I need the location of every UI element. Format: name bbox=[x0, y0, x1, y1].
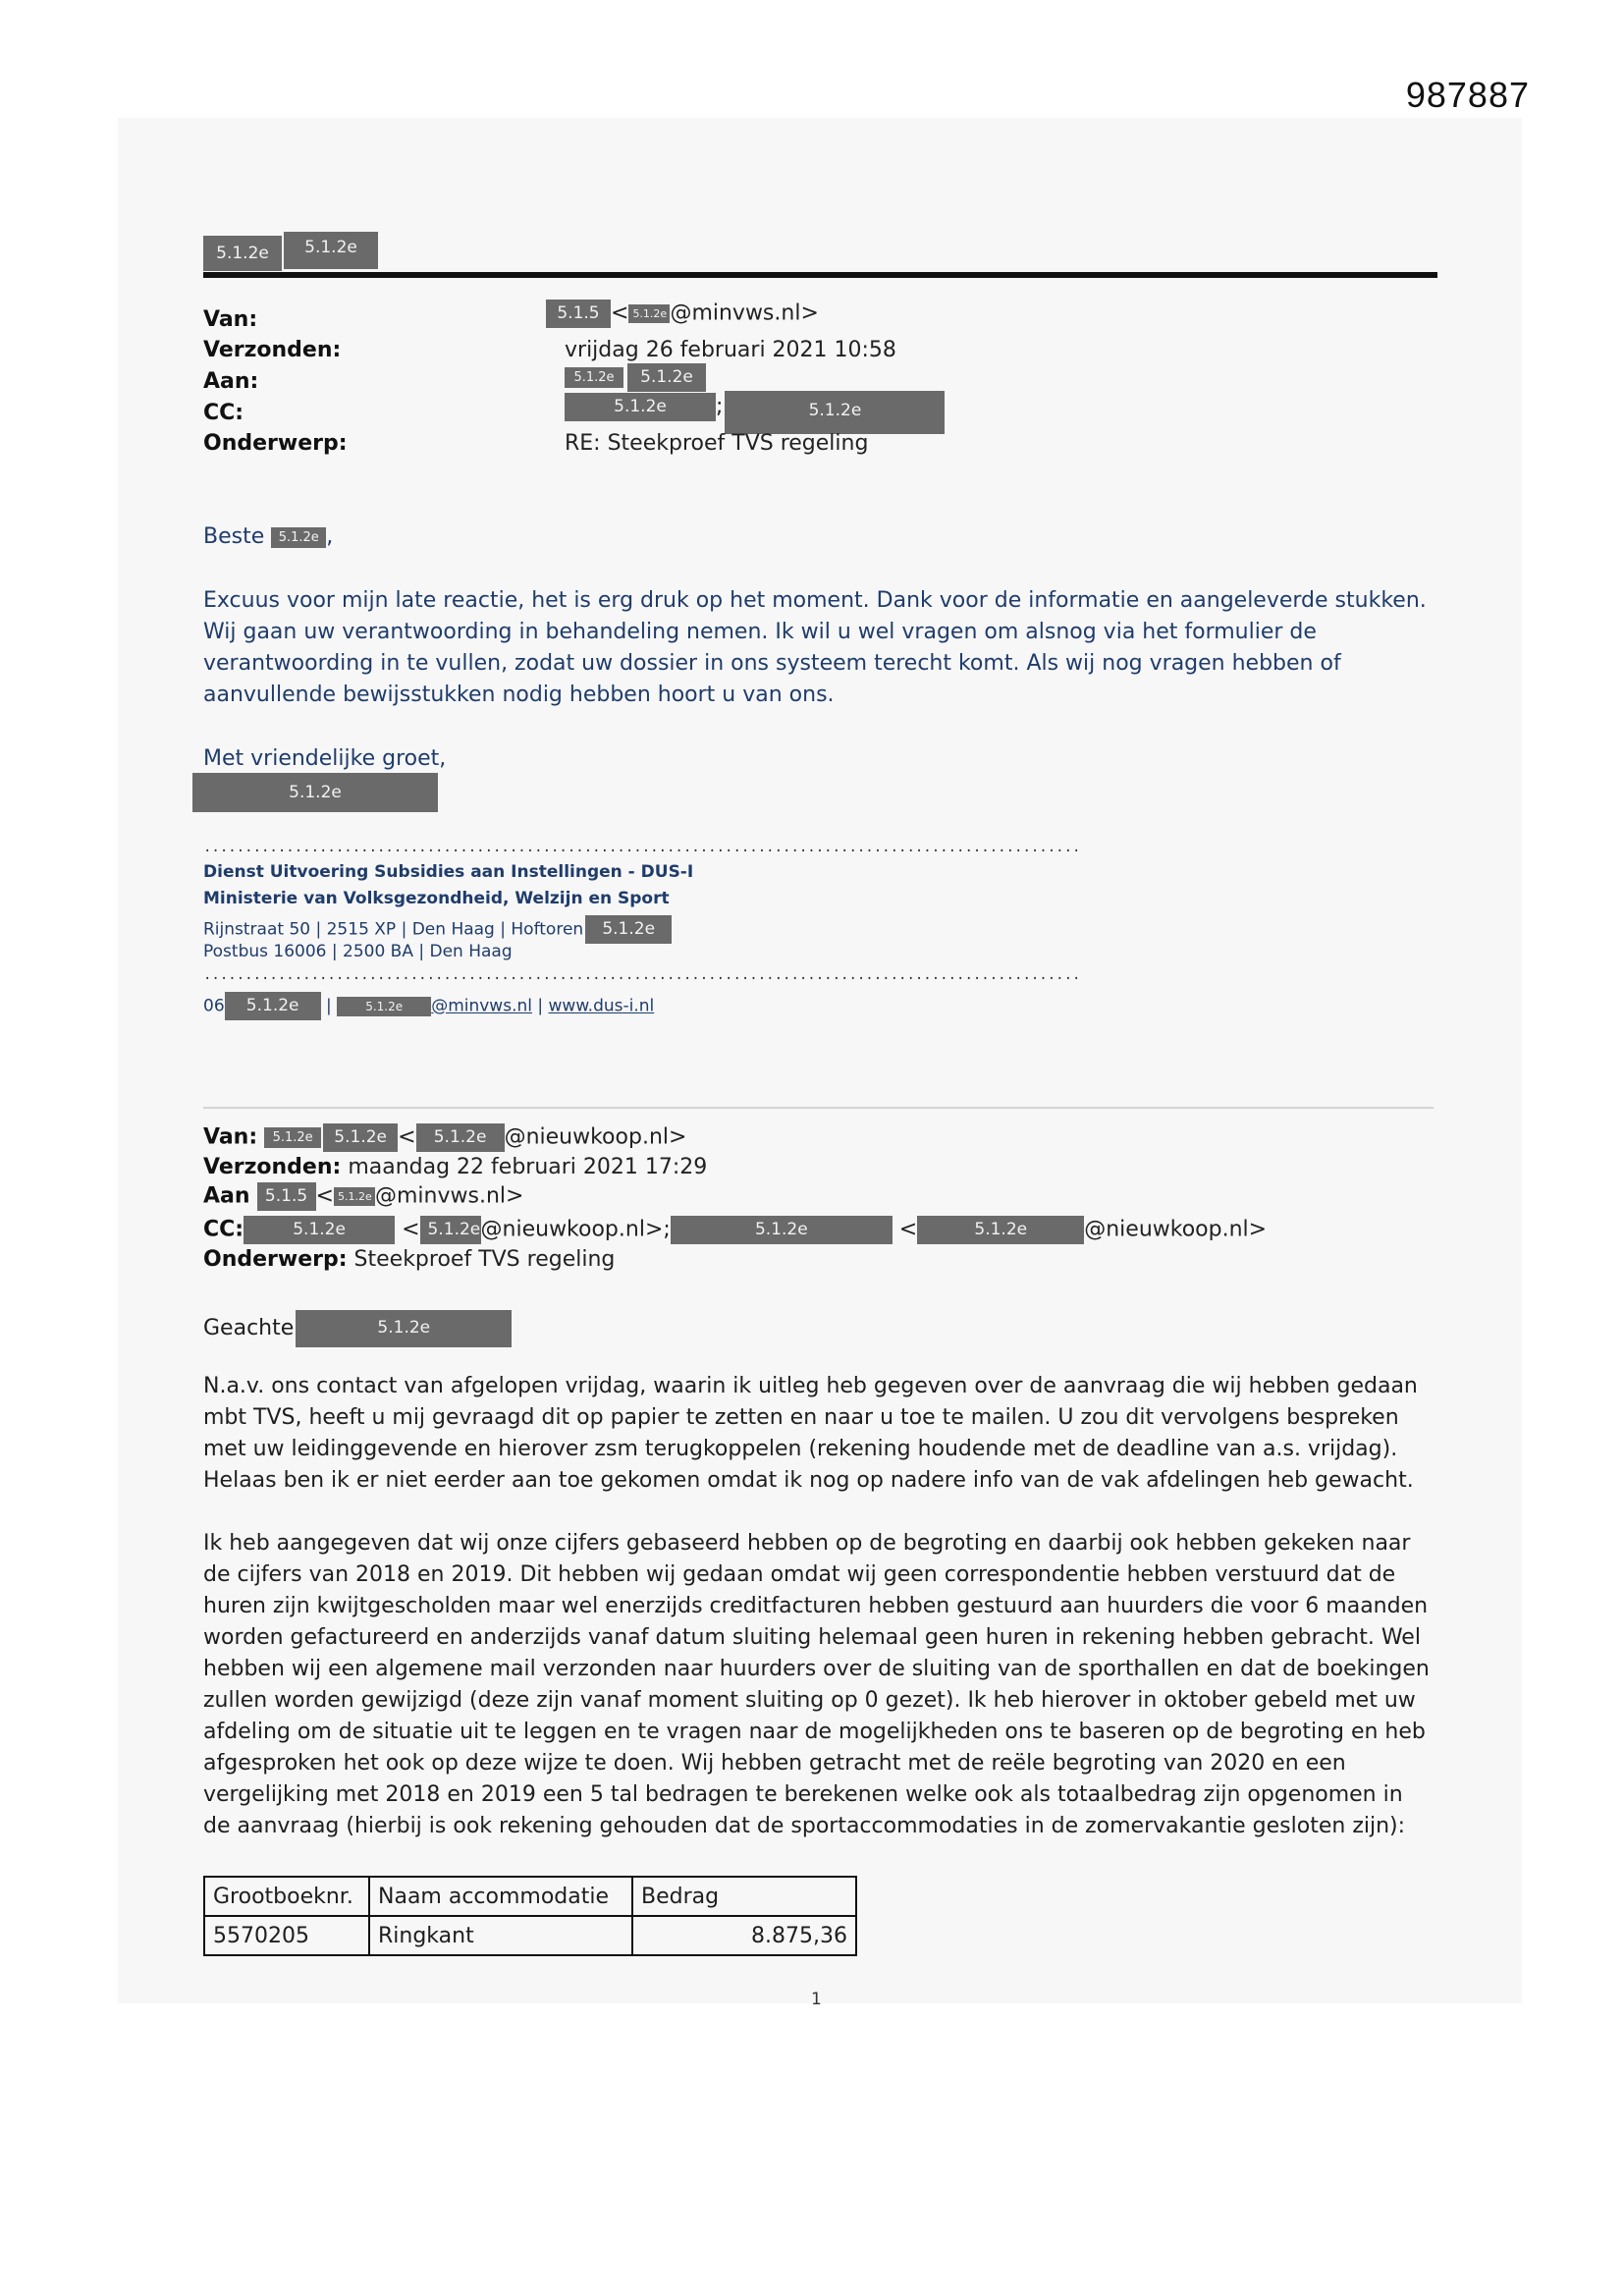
redaction-box: 5.1.5 bbox=[257, 1182, 316, 1211]
redaction-box: 5.1.2e bbox=[271, 527, 326, 548]
from-email-domain: @nieuwkoop.nl> bbox=[504, 1124, 687, 1150]
from-email-domain: @minvws.nl> bbox=[670, 301, 819, 326]
table-row bbox=[204, 1916, 856, 1955]
email-separator bbox=[203, 1107, 1434, 1109]
sent-value: vrijdag 26 februari 2021 10:58 bbox=[565, 338, 896, 362]
table-header-cell: Naam accommodatie bbox=[369, 1877, 632, 1916]
cc-value: 5.1.2e ; 5.1.2e bbox=[565, 393, 945, 434]
table-header-cell: Grootboeknr. bbox=[204, 1877, 369, 1916]
redaction-box: 5.1.2e bbox=[296, 1310, 512, 1347]
page-number: 1 bbox=[811, 1990, 822, 2009]
redaction-box: 5.1.2e bbox=[627, 363, 706, 392]
redaction-box: 5.1.2e bbox=[585, 915, 672, 944]
redaction-box: 5.1.2e bbox=[192, 773, 438, 812]
subject-value: RE: Steekproef TVS regeling bbox=[565, 431, 869, 456]
ledger-table bbox=[203, 1876, 857, 1956]
signature-email-link[interactable]: @minvws.nl bbox=[431, 996, 532, 1016]
signature-address: Rijnstraat 50 | 2515 XP | Den Haag | Hoftoren 5.1.2e bbox=[203, 915, 672, 944]
redaction-box: 5.1.2e bbox=[420, 1216, 481, 1244]
original-to-line: Aan 5.1.5 < 5.1.2e @minvws.nl> bbox=[203, 1182, 523, 1211]
redaction-box: 5.1.2e bbox=[628, 304, 670, 323]
original-greeting: Geachte 5.1.2e bbox=[203, 1310, 512, 1347]
redaction-box: 5.1.2e bbox=[917, 1216, 1084, 1244]
greeting: Beste 5.1.2e , bbox=[203, 524, 334, 549]
signature-organization: Dienst Uitvoering Subsidies aan Instellingen - DUS-I bbox=[203, 862, 694, 882]
redaction-box: 5.1.2e bbox=[225, 992, 321, 1020]
signature-contact: 06 5.1.2e | 5.1.2e @minvws.nl | www.dus-i.nl bbox=[203, 992, 654, 1020]
redaction-box: 5.1.2e bbox=[565, 393, 716, 421]
redaction-box: 5.1.2e bbox=[334, 1187, 375, 1206]
redaction-box: 5.1.2e bbox=[416, 1123, 505, 1152]
reply-body: Excuus voor mijn late reactie, het is erg druk op het moment. Dank voor de informatie en aangeleverde stukken. Wij gaan uw verantwoording in behandeling nemen. Ik wil u wel vragen om alsnog via het formulier de verantwoording in te vullen, zodat uw dossier in ons systeem terecht komt. Als wij nog vragen hebben of aanvullende bewijsstukken nodig hebben hoort u van ons. bbox=[203, 588, 1427, 707]
signature-divider: .......................................................................................................... bbox=[203, 840, 1081, 855]
original-paragraph-1: N.a.v. ons contact van afgelopen vrijdag, waarin ik uitleg heb gegeven over de aanvraag die wij hebben gedaan mbt TVS, heeft u mij gevraagd dit op papier te zetten en naar u toe te mailen. U zou dit vervolgens bespreken met uw leidinggevende en hierover zsm terugkoppelen (rekening houdende met de deadline van a.s. vrijdag). Helaas ben ik er niet eerder aan toe gekomen omdat ik nog op nadere info van de vak afdelingen heb gewacht. bbox=[203, 1374, 1418, 1493]
redaction-box: 5.1.2e bbox=[203, 236, 282, 271]
signature-ministry: Ministerie van Volksgezondheid, Welzijn en Sport bbox=[203, 889, 670, 908]
original-paragraph-2: Ik heb aangegeven dat wij onze cijfers gebaseerd hebben op de begroting en daarbij ook hebben gekeken naar de cijfers van 2018 en 2019. Dit hebben wij gedaan omdat wij geen correspondentie hebben verstuurd dat de huren zijn kwijtgescholden maar wel enerzijds creditfacturen hebben gestuurd aan huurders die voor 6 maanden worden gefactureerd en anderzijds vanaf datum sluiting helemaal geen huren in rekening hebben gebracht. Wel hebben wij een algemene mail verzonden naar huurders over de sluiting van de sporthallen en dat de boekingen zullen worden gewijzigd (deze zijn vanaf moment sluiting op 0 gezet). Ik heb hierover in oktober gebeld met uw afdeling om de situatie uit te leggen en te vragen naar de mogelijkheden ons te baseren op de begroting en heb afgesproken het ook op deze wijze te doen. Wij hebben getracht met de reële begroting van 2020 en een vergelijking met 2018 en 2019 een 5 tal bedragen te berekenen welke ook als totaalbedrag zijn opgenomen in de aanvraag (hierbij is ook rekening gehouden dat de sportaccommodaties in de zomervakantie gesloten zijn): bbox=[203, 1531, 1430, 1838]
redaction-box: 5.1.2e bbox=[337, 997, 431, 1016]
website-link[interactable]: www.dus-i.nl bbox=[548, 996, 655, 1016]
to-value bbox=[565, 363, 706, 392]
header-rule bbox=[203, 272, 1437, 278]
table-cell: 8.875,36 bbox=[632, 1916, 856, 1955]
redaction-box: 5.1.2e bbox=[671, 1216, 893, 1244]
closing: Met vriendelijke groet, bbox=[203, 746, 447, 771]
sent-label: Verzonden: bbox=[203, 338, 342, 362]
original-sent-line: Verzonden: maandag 22 februari 2021 17:29 bbox=[203, 1155, 708, 1179]
redaction-box: 5.1.2e bbox=[284, 232, 378, 269]
sender-signature-name bbox=[192, 773, 438, 812]
redaction-box: 5.1.2e bbox=[323, 1123, 398, 1152]
to-label: Aan: bbox=[203, 369, 259, 394]
to-email-domain: @minvws.nl> bbox=[374, 1183, 524, 1209]
subject-label: Onderwerp: bbox=[203, 431, 348, 456]
cc-label: CC: bbox=[203, 401, 244, 425]
redaction-box: 5.1.2e bbox=[725, 391, 945, 434]
signature-divider: .......................................................................................................... bbox=[203, 967, 1081, 983]
redaction-box: 5.1.2e bbox=[244, 1216, 395, 1244]
original-subject-line: Onderwerp: Steekproef TVS regeling bbox=[203, 1247, 616, 1272]
table-cell: Ringkant bbox=[369, 1916, 632, 1955]
table-header-cell: Bedrag bbox=[632, 1877, 856, 1916]
signature-postbox: Postbus 16006 | 2500 BA | Den Haag bbox=[203, 942, 513, 961]
table-cell: 5570205 bbox=[204, 1916, 369, 1955]
redaction-box: 5.1.2e bbox=[264, 1127, 321, 1148]
sender-name-heading bbox=[203, 236, 378, 271]
original-from-line: Van: 5.1.2e 5.1.2e < 5.1.2e @nieuwkoop.nl> bbox=[203, 1123, 686, 1152]
from-value: 5.1.5 < 5.1.2e @minvws.nl> bbox=[546, 300, 819, 328]
redaction-box: 5.1.5 bbox=[546, 300, 611, 328]
from-label: Van: bbox=[203, 307, 258, 332]
phone-prefix: 06 bbox=[203, 996, 225, 1016]
document-number: 987887 bbox=[1405, 75, 1530, 115]
redaction-box: 5.1.2e bbox=[565, 367, 623, 388]
original-cc-line: CC: 5.1.2e < 5.1.2e@nieuwkoop.nl>; 5.1.2e < 5.1.2e @nieuwkoop.nl> bbox=[203, 1216, 1267, 1244]
table-header-row bbox=[204, 1877, 856, 1916]
